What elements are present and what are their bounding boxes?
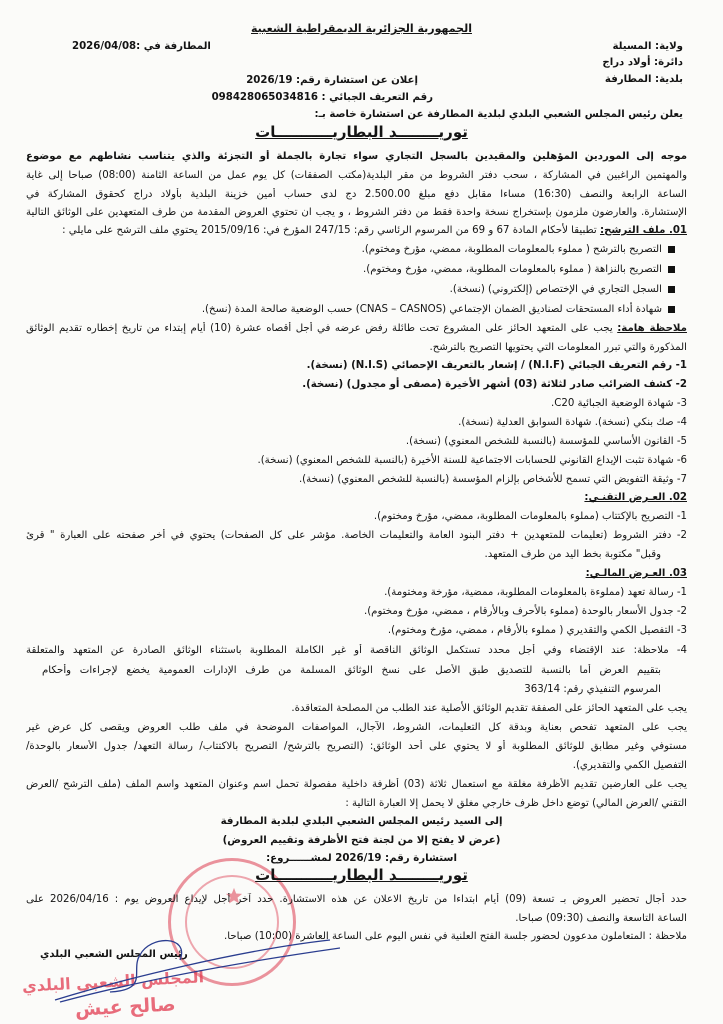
doc-item: 1- التصريح بالإكتتاب (مملوء بالمعلومات المطلوبة، ممضي، مؤرخ ومختوم). (373, 511, 687, 522)
financial-note: بتقييم العرض أما بالنسبة للتصديق طبق الأصل على نسخ الوثائق المسلمة من طرف الإدارات العمومية يخضع لإجراءات وأحكام (42, 665, 661, 676)
envelope-note: (عرض لا يفتح إلا من لجنة فتح الأظرفة وتقييم العروض) (222, 835, 501, 846)
signature (40, 930, 340, 1010)
body-line: حدد أجال تحضير العروض بـ تسعة (09) أيام ابتداءا من تاريخ الاعلان عن هذه الاستشارة. حدد آخر أجل لإيداع العروض يوم : 2026/04/16 على (26, 894, 687, 905)
section-02-title: 02. العـرض التقنـي: (584, 492, 687, 503)
bullet-text: السجل التجاري في الإختصاص (إلكتروني) (نسخة). (449, 284, 662, 295)
body-line: الساعة التاسعة والنصف (09:30) صباحا. (515, 913, 687, 924)
intro-line: يعلن رئيس المجلس الشعبي البلدي لبلدية المطارفة عن استشارة خاصة بـ: (314, 109, 683, 120)
body-line: الساعة الرابعة والنصف (16:30) مساءا مقابل دفع مبلغ 2.500.00 دج لدى حساب أمين خزينة البلدية بأولاد دراج كحقوق المشاركة في (26, 189, 687, 200)
doc-item: 1- رسالة تعهد (مملوءة بالمعلومات المطلوبة، ممضية، مؤرخة ومختومة). (384, 587, 687, 598)
body-line: الإستشارة. والعارضون ملزمون بإستخراج نسخة واحدة فقط من دفتر الشروط ، و يجب ان تحتوي العروض المقدمة من طرف المتعهدين على الوثائق التالية (26, 207, 687, 218)
doc-item: 5- القانون الأساسي للمؤسسة (بالنسبة للشخص المعنوي) (نسخة). (405, 436, 687, 447)
body-line: والمهتمين الراغبين في المشاركة ، سحب دفتر الشروط من مقر البلدية(مكتب الصفقات) كل يوم عمل من الساعة الثامنة (08:00) صباحا إلى غاية (26, 170, 687, 181)
doc-item: 4- صك بنكي (نسخة). شهادة السوابق العدلية (نسخة). (458, 417, 687, 428)
envelope-address: إلى السيد رئيس المجلس الشعبي البلدي لبلدية المطارفة (220, 816, 503, 827)
doc-item: 7- وثيقة التفويض التي تسمح للأشخاص بإلزام المؤسسة (بالنسبة للشخص المعنوي) (نسخة). (298, 474, 687, 485)
bullet-icon (668, 266, 675, 273)
section-03-title: 03. العـرض المالـي: (585, 568, 687, 579)
body-line: يجب على العارضين تقديم الأظرفة مغلقة مع استعمال ثلاثة (03) أظرفة داخلية مفصولة تحمل اسم وعنوان المتعهد واسم الملف (ملف الترشح /العرض (26, 779, 687, 790)
signatory-title: رئيس المجلس الشعبي البلدي (40, 949, 188, 960)
financial-note: 4- ملاحظة: عند الإقتضاء وفي أجل محدد تستكمل الوثائق الناقصة أو غير الكاملة المطلوبة باستثناء الوثائق الصادرة عن المتعهد والمتعلقة (26, 645, 687, 656)
body-line: يجب على المتعهد الحائز على الصفقة تقديم الوثائق الأصلية عند الطلب من المصلحة المتعاقدة. (291, 703, 687, 714)
bullet-item (363, 263, 675, 277)
body-line: التقني /العرض المالي) توضع داخل ظرف خارجي مغلق لا يحمل إلا العبارة التالية : (345, 798, 687, 809)
daira: دائرة: أولاد دراج (602, 57, 683, 68)
doc-item: 6- شهادة تثبت الإيداع القانوني للحسابات الاجتماعية للسنة الأخيرة (بالنسبة للشخص المعنوي) (نسخة). (257, 455, 687, 466)
bullet-text: شهادة أداء المستحقات لصناديق الضمان الإجتماعي (CNAS – CASNOS) حسب الوضعية صالحة المدة (نسخ). (201, 304, 662, 315)
section-01-text: تطبيقا لأحكام المادة 67 و 69 من المرسوم الرئاسي رقم: 247/15 المؤرخ في: 2015/09/16 يحتوي ملف الترشح على مايلي : (62, 225, 597, 236)
important-note (26, 322, 687, 336)
document-date: المطارفة في :2026/04/08 (72, 41, 211, 52)
doc-item: 2- جدول الأسعار بالوحدة (مملوء بالأحرف وبالأرقام ، ممضي، مؤرخ ومختوم). (363, 606, 687, 617)
body-line: موجه إلى الموردين المؤهلين والمقيدين بالسجل التجاري سواء تجارة بالجملة أو التجزئة والذي يتناسب نشاطهم مع موضوع (26, 151, 687, 162)
doc-item: 3- التفصيل الكمي والتقديري ( مملوء بالأرقام ، ممضي، مؤرخ ومختوم). (387, 625, 687, 636)
body-line: التفصيل الكمي والتقديري). (572, 760, 687, 771)
section-01-heading (62, 224, 687, 238)
doc-item-continuation: وقبل" مكتوبة بخط اليد من طرف المتعهد. (484, 549, 661, 560)
bullet-item (450, 283, 675, 297)
envelope-reference: استشارة رقم: 2026/19 لمشــــــروع: (266, 853, 457, 864)
bullet-icon (668, 246, 675, 253)
stamp-name: صالح عيش (74, 993, 177, 1021)
doc-item: 2- دفتر الشروط (تعليمات للمتعهدين + دفتر البنود العامة والتعليمات الخاصة. مؤشر على كل الصفحات) يحتوي في أخر صفحته على العبارة " قرئ (26, 530, 687, 541)
body-line: ملاحظة : المتعاملون مدعوون لحضور جلسة الفتح العلنية في نفس اليوم على الساعة العاشرة (10:00) صباحا. (224, 931, 687, 942)
body-line: المذكورة والتي تبرر المعلومات التي يحتويها التصريح بالترشح. (429, 342, 687, 353)
bullet-text: التصريح بالنزاهة ( مملوء بالمعلومات المطلوبة، ممضي، مؤرخ ومختوم). (363, 264, 662, 275)
subject-title: توريــــــــد البطاريـــــــــــات (255, 123, 468, 141)
body-line: مستوفي وغير مطابق للوثائق المطلوبة أو لا يحتوي على أحد الوثائق: (التصريح بالترشح/ التصريح بالاكتتاب/ رسالة التعهد/ جدول الأسعار بالوحدة/ (26, 741, 687, 752)
doc-item: 1- رقم التعريف الجبائي (N.I.F) / إشعار بالتعريف الإحصائي (N.I.S) (نسخة). (306, 360, 687, 371)
bullet-text: التصريح بالترشح ( مملوء بالمعلومات المطلوبة، ممضي، مؤرخ ومختوم). (361, 244, 662, 255)
bullet-icon (668, 286, 675, 293)
doc-item: 3- شهادة الوضعية الجبائية C20. (550, 398, 687, 409)
financial-note: المرسوم التنفيذي رقم: 363/14 (524, 684, 661, 695)
body-line: يجب على المتعهد تفحص بعناية وبدقة كل التعليمات، الشروط، الآجال، المواصفات الموضحة في ملف طلب العروض ويقصى كل عرض غير (26, 722, 687, 733)
bullet-item (362, 243, 675, 257)
tax-id: رقم التعريف الجبائي : 098428065034816 (211, 92, 433, 103)
baladiya: بلدية: المطارفة (604, 74, 683, 85)
announcement-number: إعلان عن استشارة رقم: 2026/19 (246, 75, 418, 86)
stamp-text: المجلس الشعبي البلدي (21, 967, 205, 996)
republic-title: الجمهورية الجزائرية الديمقراطية الشعبية (251, 22, 472, 35)
bullet-item (202, 303, 675, 317)
subject-title-2: توريــــــــد البطاريـــــــــــات (255, 866, 468, 884)
bullet-icon (668, 306, 675, 313)
note-text: يجب على المتعهد الحائز على المشروع تحت طائلة رفض عرضه في أجل أقصاه عشرة (10) أيام إبتداء من تاريخ إخطاره تقديم الوثائق (26, 323, 613, 334)
section-01-title: 01. ملف الترشح: (600, 225, 687, 236)
note-label: ملاحظة هامة: (617, 323, 687, 334)
wilaya: ولاية: المسيلة (612, 41, 683, 52)
doc-item: 2- كشف الضرائب صادر لثلاثة (03) أشهر الأخيرة (مصفى أو مجدول) (نسخة). (302, 379, 687, 390)
